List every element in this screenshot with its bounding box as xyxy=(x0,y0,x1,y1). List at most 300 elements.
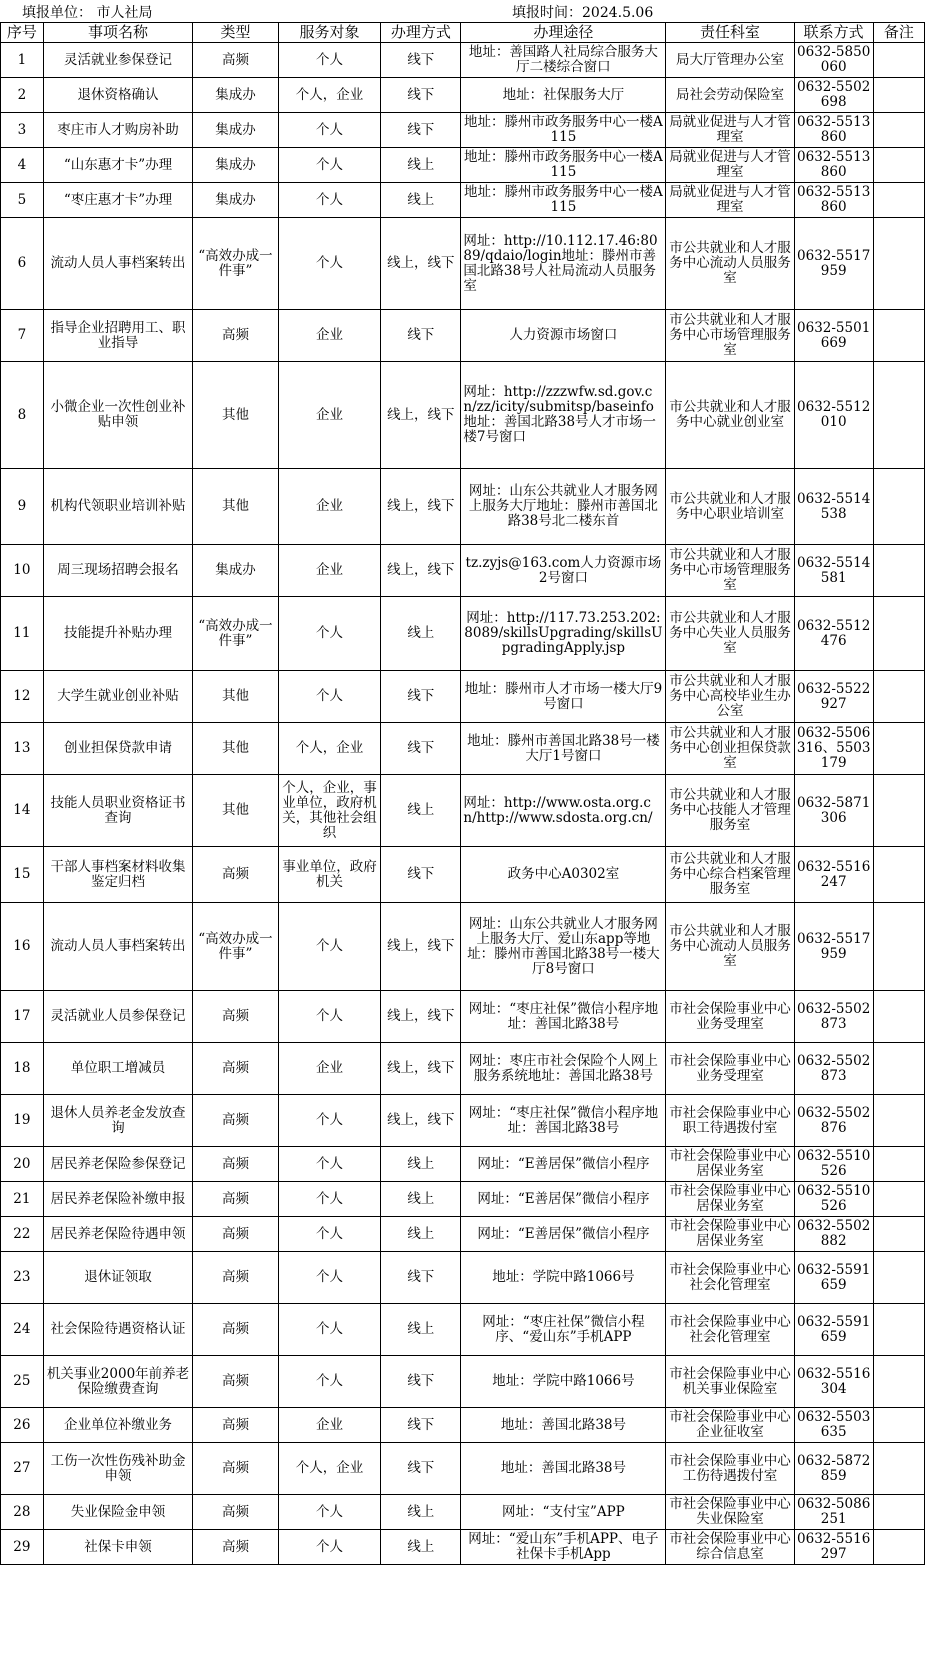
row-no: 26 xyxy=(1,1408,44,1443)
service-target: 企业 xyxy=(278,1043,381,1095)
handle-path: 网址：山东公共就业人才服务网上服务大厅、爱山东app等地址：滕州市善国北路38号一楼大厅8号窗口 xyxy=(461,903,666,991)
remark xyxy=(873,847,924,903)
responsible-dept: 市公共就业和人才服务中心技能人才管理服务室 xyxy=(666,775,794,847)
item-type: 高频 xyxy=(193,1495,278,1530)
row-no: 13 xyxy=(1,723,44,775)
item-type: 其他 xyxy=(193,723,278,775)
service-target: 企业 xyxy=(278,362,381,469)
table-row xyxy=(1,1043,925,1095)
row-no: 7 xyxy=(1,310,44,362)
handle-path: 网址：“E善居保”微信小程序 xyxy=(461,1217,666,1252)
remark xyxy=(873,1530,924,1565)
handle-mode: 线下 xyxy=(381,43,461,78)
table-row xyxy=(1,1495,925,1530)
item-name: 小微企业一次性创业补贴申领 xyxy=(43,362,193,469)
service-target: 企业 xyxy=(278,1408,381,1443)
handle-path: 网址：“爱山东”手机APP、电子社保卡手机App xyxy=(461,1530,666,1565)
handle-path: 地址：滕州市政务服务中心一楼A115 xyxy=(461,183,666,218)
item-name: 流动人员人事档案转出 xyxy=(43,218,193,310)
contact-phone: 0632-5513860 xyxy=(794,113,873,148)
handle-mode: 线上 xyxy=(381,775,461,847)
contact-phone: 0632-5522927 xyxy=(794,671,873,723)
table-row xyxy=(1,671,925,723)
item-type: 集成办 xyxy=(193,148,278,183)
remark xyxy=(873,1182,924,1217)
handle-mode: 线上 xyxy=(381,183,461,218)
responsible-dept: 市社会保险事业中心失业保险室 xyxy=(666,1495,794,1530)
contact-phone: 0632-5510526 xyxy=(794,1147,873,1182)
item-name: 社会保险待遇资格认证 xyxy=(43,1304,193,1356)
item-type: 其他 xyxy=(193,362,278,469)
row-no: 20 xyxy=(1,1147,44,1182)
handle-path: 网址：http://10.112.17.46:8089/qdaio/login地址：滕州市善国北路38号人社局流动人员服务室 xyxy=(461,218,666,310)
col-header-note: 备注 xyxy=(873,23,924,43)
item-type: 集成办 xyxy=(193,183,278,218)
table-row xyxy=(1,113,925,148)
contact-phone: 0632-5516247 xyxy=(794,847,873,903)
table-row xyxy=(1,78,925,113)
col-header-path: 办理途径 xyxy=(461,23,666,43)
item-name: 指导企业招聘用工、职业指导 xyxy=(43,310,193,362)
handle-mode: 线上 xyxy=(381,148,461,183)
item-name: 机关事业2000年前养老保险缴费查询 xyxy=(43,1356,193,1408)
handle-mode: 线上，线下 xyxy=(381,469,461,545)
handle-path: 网址：“枣庄社保”微信小程序地址：善国北路38号 xyxy=(461,1095,666,1147)
remark xyxy=(873,1252,924,1304)
service-target: 个人 xyxy=(278,1530,381,1565)
contact-phone: 0632-5517959 xyxy=(794,903,873,991)
handle-mode: 线上 xyxy=(381,1530,461,1565)
responsible-dept: 局社会劳动保险室 xyxy=(666,78,794,113)
item-name: 枣庄市人才购房补助 xyxy=(43,113,193,148)
col-header-no: 序号 xyxy=(1,23,44,43)
table-row xyxy=(1,545,925,597)
table-row xyxy=(1,775,925,847)
remark xyxy=(873,43,924,78)
service-target: 个人，企业 xyxy=(278,78,381,113)
responsible-dept: 市社会保险事业中心工伤待遇拨付室 xyxy=(666,1443,794,1495)
item-name: 单位职工增减员 xyxy=(43,1043,193,1095)
table-row xyxy=(1,469,925,545)
report-unit: 填报单位： 市人社局 xyxy=(22,5,153,21)
contact-phone: 0632-5502873 xyxy=(794,1043,873,1095)
service-target: 个人，企业，事业单位，政府机关，其他社会组织 xyxy=(278,775,381,847)
contact-phone: 0632-5513860 xyxy=(794,183,873,218)
table-row xyxy=(1,1182,925,1217)
table-row xyxy=(1,148,925,183)
remark xyxy=(873,1356,924,1408)
contact-phone: 0632-5591659 xyxy=(794,1252,873,1304)
responsible-dept: 市公共就业和人才服务中心创业担保贷款室 xyxy=(666,723,794,775)
contact-phone: 0632-5517959 xyxy=(794,218,873,310)
item-type: 高频 xyxy=(193,1252,278,1304)
col-header-dept: 责任科室 xyxy=(666,23,794,43)
row-no: 9 xyxy=(1,469,44,545)
remark xyxy=(873,78,924,113)
col-header-name: 事项名称 xyxy=(43,23,193,43)
item-type: “高效办成一件事” xyxy=(193,218,278,310)
handle-path: 网址：山东公共就业人才服务网上服务大厅地址：滕州市善国北路38号北二楼东首 xyxy=(461,469,666,545)
responsible-dept: 局就业促进与人才管理室 xyxy=(666,183,794,218)
item-type: 高频 xyxy=(193,1147,278,1182)
item-name: 干部人事档案材料收集鉴定归档 xyxy=(43,847,193,903)
row-no: 17 xyxy=(1,991,44,1043)
contact-phone: 0632-5502876 xyxy=(794,1095,873,1147)
row-no: 10 xyxy=(1,545,44,597)
handle-mode: 线上，线下 xyxy=(381,218,461,310)
handle-mode: 线上 xyxy=(381,1495,461,1530)
remark xyxy=(873,469,924,545)
item-type: 其他 xyxy=(193,469,278,545)
handle-mode: 线上，线下 xyxy=(381,1095,461,1147)
handle-path: 地址：滕州市政务服务中心一楼A115 xyxy=(461,113,666,148)
item-name: 机构代领职业培训补贴 xyxy=(43,469,193,545)
item-name: 企业单位补缴业务 xyxy=(43,1408,193,1443)
row-no: 1 xyxy=(1,43,44,78)
row-no: 29 xyxy=(1,1530,44,1565)
item-type: 高频 xyxy=(193,1304,278,1356)
service-target: 个人 xyxy=(278,183,381,218)
handle-mode: 线上 xyxy=(381,1217,461,1252)
col-header-target: 服务对象 xyxy=(278,23,381,43)
item-name: 灵活就业人员参保登记 xyxy=(43,991,193,1043)
contact-phone: 0632-5872859 xyxy=(794,1443,873,1495)
table-row xyxy=(1,183,925,218)
responsible-dept: 市公共就业和人才服务中心流动人员服务室 xyxy=(666,903,794,991)
handle-path: 网址：“E善居保”微信小程序 xyxy=(461,1147,666,1182)
contact-phone: 0632-5510526 xyxy=(794,1182,873,1217)
row-no: 27 xyxy=(1,1443,44,1495)
handle-path: 地址：学院中路1066号 xyxy=(461,1252,666,1304)
responsible-dept: 市公共就业和人才服务中心职业培训室 xyxy=(666,469,794,545)
responsible-dept: 市社会保险事业中心社会化管理室 xyxy=(666,1252,794,1304)
handle-mode: 线下 xyxy=(381,723,461,775)
handle-mode: 线上 xyxy=(381,1304,461,1356)
item-type: 集成办 xyxy=(193,113,278,148)
remark xyxy=(873,1408,924,1443)
handle-mode: 线上 xyxy=(381,1147,461,1182)
handle-path: 地址：学院中路1066号 xyxy=(461,1356,666,1408)
item-type: 高频 xyxy=(193,847,278,903)
contact-phone: 0632-5512476 xyxy=(794,597,873,671)
item-type: 高频 xyxy=(193,1182,278,1217)
contact-phone: 0632-5513860 xyxy=(794,148,873,183)
remark xyxy=(873,1095,924,1147)
item-name: 失业保险金申领 xyxy=(43,1495,193,1530)
item-name: 退休人员养老金发放查询 xyxy=(43,1095,193,1147)
responsible-dept: 市社会保险事业中心居保业务室 xyxy=(666,1217,794,1252)
service-target: 企业 xyxy=(278,545,381,597)
row-no: 12 xyxy=(1,671,44,723)
table-row xyxy=(1,1217,925,1252)
table-row xyxy=(1,1443,925,1495)
item-type: 其他 xyxy=(193,775,278,847)
item-name: 退休资格确认 xyxy=(43,78,193,113)
table-row xyxy=(1,1095,925,1147)
contact-phone: 0632-5502698 xyxy=(794,78,873,113)
contact-phone: 0632-5503635 xyxy=(794,1408,873,1443)
table-row xyxy=(1,310,925,362)
service-target: 个人，企业 xyxy=(278,1443,381,1495)
handle-mode: 线下 xyxy=(381,671,461,723)
table-row xyxy=(1,1252,925,1304)
contact-phone: 0632-5514538 xyxy=(794,469,873,545)
row-no: 3 xyxy=(1,113,44,148)
service-target: 个人 xyxy=(278,903,381,991)
service-target: 企业 xyxy=(278,310,381,362)
item-type: 高频 xyxy=(193,43,278,78)
service-target: 个人 xyxy=(278,991,381,1043)
handle-path: 地址：滕州市人才市场一楼大厅9号窗口 xyxy=(461,671,666,723)
item-name: 社保卡申领 xyxy=(43,1530,193,1565)
remark xyxy=(873,362,924,469)
contact-phone: 0632-5516304 xyxy=(794,1356,873,1408)
handle-path: 网址：http://zzzwfw.sd.gov.cn/zz/icity/submitsp/baseinfo地址：善国北路38号人才市场一楼7号窗口 xyxy=(461,362,666,469)
table-row xyxy=(1,597,925,671)
item-name: 大学生就业创业补贴 xyxy=(43,671,193,723)
row-no: 25 xyxy=(1,1356,44,1408)
remark xyxy=(873,113,924,148)
responsible-dept: 市社会保险事业中心机关事业保险室 xyxy=(666,1356,794,1408)
handle-path: 人力资源市场窗口 xyxy=(461,310,666,362)
table-row xyxy=(1,1147,925,1182)
remark xyxy=(873,1043,924,1095)
handle-path: 网址：http://117.73.253.202:8089/skillsUpgrading/skillsUpgradingApply.jsp xyxy=(461,597,666,671)
responsible-dept: 市公共就业和人才服务中心失业人员服务室 xyxy=(666,597,794,671)
responsible-dept: 市社会保险事业中心居保业务室 xyxy=(666,1182,794,1217)
handle-mode: 线下 xyxy=(381,310,461,362)
service-target: 事业单位，政府机关 xyxy=(278,847,381,903)
table-row xyxy=(1,903,925,991)
contact-phone: 0632-5506316、5503179 xyxy=(794,723,873,775)
row-no: 14 xyxy=(1,775,44,847)
remark xyxy=(873,723,924,775)
contact-phone: 0632-5850060 xyxy=(794,43,873,78)
contact-phone: 0632-5514581 xyxy=(794,545,873,597)
table-row xyxy=(1,1304,925,1356)
row-no: 22 xyxy=(1,1217,44,1252)
contact-phone: 0632-5516297 xyxy=(794,1530,873,1565)
handle-mode: 线上 xyxy=(381,597,461,671)
table-row xyxy=(1,847,925,903)
handle-mode: 线下 xyxy=(381,113,461,148)
item-type: 高频 xyxy=(193,310,278,362)
responsible-dept: 市公共就业和人才服务中心就业创业室 xyxy=(666,362,794,469)
row-no: 4 xyxy=(1,148,44,183)
responsible-dept: 市社会保险事业中心业务受理室 xyxy=(666,991,794,1043)
item-type: “高效办成一件事” xyxy=(193,903,278,991)
handle-path: 网址：枣庄市社会保险个人网上服务系统地址：善国北路38号 xyxy=(461,1043,666,1095)
service-target: 个人 xyxy=(278,671,381,723)
table-row xyxy=(1,1356,925,1408)
handle-mode: 线下 xyxy=(381,1356,461,1408)
item-name: “山东惠才卡”办理 xyxy=(43,148,193,183)
remark xyxy=(873,1304,924,1356)
item-name: 流动人员人事档案转出 xyxy=(43,903,193,991)
item-name: “枣庄惠才卡”办理 xyxy=(43,183,193,218)
table-row xyxy=(1,43,925,78)
responsible-dept: 局就业促进与人才管理室 xyxy=(666,113,794,148)
row-no: 8 xyxy=(1,362,44,469)
remark xyxy=(873,310,924,362)
item-name: 居民养老保险补缴申报 xyxy=(43,1182,193,1217)
service-target: 企业 xyxy=(278,469,381,545)
report-header xyxy=(0,0,925,22)
table-row xyxy=(1,1408,925,1443)
remark xyxy=(873,1495,924,1530)
service-target: 个人 xyxy=(278,1095,381,1147)
handle-path: 地址：滕州市政务服务中心一楼A115 xyxy=(461,148,666,183)
item-name: 创业担保贷款申请 xyxy=(43,723,193,775)
item-name: 退休证领取 xyxy=(43,1252,193,1304)
handle-path: 网址：“枣庄社保”微信小程序地址：善国北路38号 xyxy=(461,991,666,1043)
responsible-dept: 市社会保险事业中心社会化管理室 xyxy=(666,1304,794,1356)
service-target: 个人 xyxy=(278,1147,381,1182)
col-header-mode: 办理方式 xyxy=(381,23,461,43)
responsible-dept: 市公共就业和人才服务中心综合档案管理服务室 xyxy=(666,847,794,903)
responsible-dept: 局就业促进与人才管理室 xyxy=(666,148,794,183)
remark xyxy=(873,1217,924,1252)
contact-phone: 0632-5502873 xyxy=(794,991,873,1043)
handle-path: 地址：善国北路38号 xyxy=(461,1408,666,1443)
responsible-dept: 市社会保险事业中心业务受理室 xyxy=(666,1043,794,1095)
item-name: 技能人员职业资格证书查询 xyxy=(43,775,193,847)
service-target: 个人 xyxy=(278,1217,381,1252)
item-type: 高频 xyxy=(193,1443,278,1495)
responsible-dept: 市社会保险事业中心职工待遇拨付室 xyxy=(666,1095,794,1147)
service-target: 个人 xyxy=(278,113,381,148)
row-no: 16 xyxy=(1,903,44,991)
contact-phone: 0632-5512010 xyxy=(794,362,873,469)
item-type: 高频 xyxy=(193,1043,278,1095)
responsible-dept: 市社会保险事业中心综合信息室 xyxy=(666,1530,794,1565)
handle-path: 网址：http://www.osta.org.cn/http://www.sdosta.org.cn/ xyxy=(461,775,666,847)
contact-phone: 0632-5501669 xyxy=(794,310,873,362)
service-target: 个人 xyxy=(278,43,381,78)
handle-mode: 线上，线下 xyxy=(381,545,461,597)
item-name: 技能提升补贴办理 xyxy=(43,597,193,671)
handle-path: 政务中心A0302室 xyxy=(461,847,666,903)
handle-mode: 线上，线下 xyxy=(381,362,461,469)
item-name: 周三现场招聘会报名 xyxy=(43,545,193,597)
service-target: 个人 xyxy=(278,1495,381,1530)
row-no: 28 xyxy=(1,1495,44,1530)
report-date: 填报时间：2024.5.06 xyxy=(512,5,654,21)
item-type: 集成办 xyxy=(193,545,278,597)
table-row xyxy=(1,218,925,310)
responsible-dept: 局大厅管理办公室 xyxy=(666,43,794,78)
responsible-dept: 市公共就业和人才服务中心市场管理服务室 xyxy=(666,310,794,362)
responsible-dept: 市公共就业和人才服务中心高校毕业生办公室 xyxy=(666,671,794,723)
handle-path: 地址：社保服务大厅 xyxy=(461,78,666,113)
responsible-dept: 市社会保险事业中心企业征收室 xyxy=(666,1408,794,1443)
handle-path: 网址：“枣庄社保”微信小程序、“爱山东”手机APP xyxy=(461,1304,666,1356)
remark xyxy=(873,218,924,310)
contact-phone: 0632-5086251 xyxy=(794,1495,873,1530)
row-no: 15 xyxy=(1,847,44,903)
remark xyxy=(873,183,924,218)
handle-mode: 线下 xyxy=(381,1408,461,1443)
remark xyxy=(873,903,924,991)
row-no: 5 xyxy=(1,183,44,218)
item-name: 居民养老保险参保登记 xyxy=(43,1147,193,1182)
contact-phone: 0632-5871306 xyxy=(794,775,873,847)
handle-mode: 线下 xyxy=(381,1443,461,1495)
item-type: 高频 xyxy=(193,1530,278,1565)
handle-mode: 线下 xyxy=(381,78,461,113)
service-target: 个人 xyxy=(278,1182,381,1217)
row-no: 19 xyxy=(1,1095,44,1147)
item-type: 集成办 xyxy=(193,78,278,113)
table-row xyxy=(1,1530,925,1565)
remark xyxy=(873,597,924,671)
service-target: 个人 xyxy=(278,148,381,183)
service-items-table xyxy=(0,22,925,1565)
remark xyxy=(873,1443,924,1495)
row-no: 6 xyxy=(1,218,44,310)
item-type: 高频 xyxy=(193,1095,278,1147)
handle-path: 网址：“E善居保”微信小程序 xyxy=(461,1182,666,1217)
handle-mode: 线上，线下 xyxy=(381,1043,461,1095)
service-target: 个人 xyxy=(278,597,381,671)
item-type: “高效办成一件事” xyxy=(193,597,278,671)
service-target: 个人，企业 xyxy=(278,723,381,775)
row-no: 23 xyxy=(1,1252,44,1304)
col-header-contact: 联系方式 xyxy=(794,23,873,43)
remark xyxy=(873,671,924,723)
item-name: 居民养老保险待遇申领 xyxy=(43,1217,193,1252)
service-target: 个人 xyxy=(278,218,381,310)
handle-mode: 线上 xyxy=(381,1182,461,1217)
item-type: 高频 xyxy=(193,991,278,1043)
handle-path: 网址：“支付宝”APP xyxy=(461,1495,666,1530)
row-no: 21 xyxy=(1,1182,44,1217)
contact-phone: 0632-5591659 xyxy=(794,1304,873,1356)
handle-mode: 线上，线下 xyxy=(381,991,461,1043)
item-type: 高频 xyxy=(193,1217,278,1252)
handle-path: 地址：滕州市善国北路38号一楼大厅1号窗口 xyxy=(461,723,666,775)
responsible-dept: 市公共就业和人才服务中心市场管理服务室 xyxy=(666,545,794,597)
remark xyxy=(873,545,924,597)
remark xyxy=(873,148,924,183)
handle-mode: 线上，线下 xyxy=(381,903,461,991)
service-target: 个人 xyxy=(278,1304,381,1356)
contact-phone: 0632-5502882 xyxy=(794,1217,873,1252)
handle-path: 地址：善国路人社局综合服务大厅二楼综合窗口 xyxy=(461,43,666,78)
responsible-dept: 市社会保险事业中心居保业务室 xyxy=(666,1147,794,1182)
item-type: 其他 xyxy=(193,671,278,723)
handle-mode: 线下 xyxy=(381,847,461,903)
item-name: 灵活就业参保登记 xyxy=(43,43,193,78)
row-no: 2 xyxy=(1,78,44,113)
remark xyxy=(873,775,924,847)
table-row xyxy=(1,723,925,775)
item-type: 高频 xyxy=(193,1356,278,1408)
col-header-type: 类型 xyxy=(193,23,278,43)
handle-path: 地址：善国北路38号 xyxy=(461,1443,666,1495)
remark xyxy=(873,1147,924,1182)
remark xyxy=(873,991,924,1043)
service-target: 个人 xyxy=(278,1252,381,1304)
item-type: 高频 xyxy=(193,1408,278,1443)
row-no: 24 xyxy=(1,1304,44,1356)
table-header-row xyxy=(1,23,925,43)
table-row xyxy=(1,362,925,469)
handle-path: tz.zyjs@163.com人力资源市场2号窗口 xyxy=(461,545,666,597)
row-no: 11 xyxy=(1,597,44,671)
handle-mode: 线下 xyxy=(381,1252,461,1304)
row-no: 18 xyxy=(1,1043,44,1095)
